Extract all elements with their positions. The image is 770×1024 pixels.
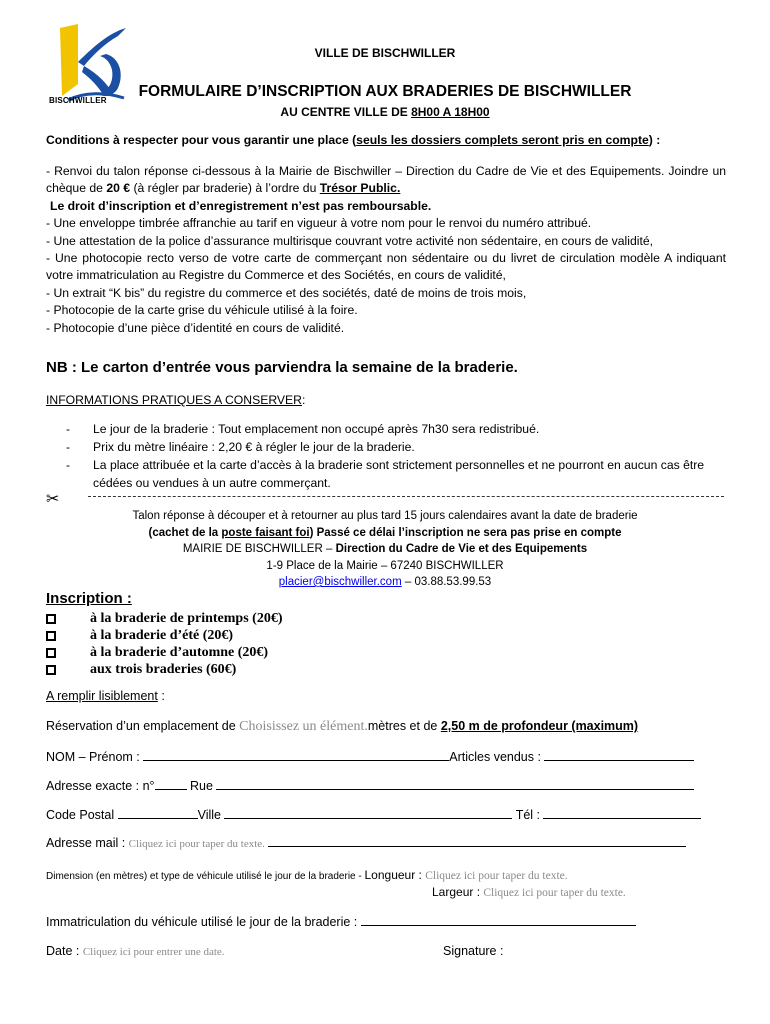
non-refundable-note: Le droit d’inscription et d’enregistrement n’est pas remboursable. — [50, 198, 432, 213]
list-item: - La place attribuée et la carte d’accès à la braderie sont strictement personnelles et ne pourront en aucun cas être cédées ou vendues à un autre commerçant. — [66, 458, 705, 490]
signature-label: Signature : — [443, 944, 504, 958]
infos-list — [66, 420, 726, 492]
city-name: VILLE DE BISCHWILLER — [314, 46, 456, 60]
checkbox-icon[interactable] — [46, 614, 56, 624]
city-field[interactable] — [224, 806, 512, 819]
condition-item: - Une attestation de la police d’assurance multirisque couvrant votre activité non sédentaire, en cours de validité, — [46, 233, 654, 248]
street-field[interactable] — [216, 777, 694, 790]
hours: 8H00 A 18H00 — [411, 105, 490, 119]
width-input[interactable]: Cliquez ici pour taper du texte. — [483, 887, 626, 899]
checkbox-icon[interactable] — [46, 665, 56, 675]
option-summer[interactable]: à la braderie d’été (20€) — [46, 627, 282, 644]
email-line — [268, 834, 686, 847]
list-item: - Le jour de la braderie : Tout emplacement non occupé après 7h30 sera redistribué. — [66, 422, 540, 436]
dimension-row: Dimension (en mètres) et type de véhicule utilisé le jour de la braderie - Longueur : Cliquez ici pour taper du texte. — [46, 868, 568, 882]
subtitle: AU CENTRE VILLE DE 8H00 A 18H00 — [280, 105, 490, 119]
condition-item: - Une enveloppe timbrée affranchie au tarif en vigueur à votre nom pour le renvoi du numéro attribué. — [46, 216, 592, 231]
condition-item: - Photocopie d’une pièce d’identité en cours de validité. — [46, 320, 345, 335]
date-input[interactable]: Cliquez ici pour entrer une date. — [82, 946, 225, 958]
talon-contact: placier@bischwiller.com – 03.88.53.99.53 — [278, 576, 492, 588]
checkbox-icon[interactable] — [46, 648, 56, 658]
talon-block — [0, 508, 770, 591]
date-row: Date : Cliquez ici pour entrer une date. — [46, 944, 225, 958]
option-spring[interactable]: à la braderie de printemps (20€) — [46, 610, 282, 627]
option-autumn[interactable]: à la braderie d’automne (20€) — [46, 644, 282, 661]
fill-legibly: A remplir lisiblement : — [46, 689, 165, 703]
phone-field[interactable] — [543, 806, 701, 819]
scissors-icon: ✂ — [46, 491, 60, 508]
checkbox-icon[interactable] — [46, 631, 56, 641]
street-number-field[interactable] — [155, 777, 187, 790]
city-row: Code Postal Ville Tél : — [46, 806, 701, 822]
cut-line — [88, 496, 724, 497]
address-row: Adresse exacte : n° Rue — [46, 777, 694, 793]
inscription-options — [46, 610, 282, 678]
registration-field[interactable] — [361, 913, 636, 926]
list-item: - Prix du mètre linéaire : 2,20 € à régler le jour de la braderie. — [66, 440, 415, 454]
name-field[interactable] — [143, 748, 449, 761]
conditions-intro: Conditions à respecter pour vous garantir une place (seuls les dossiers complets seront pris en compte) : — [46, 133, 661, 147]
nb-note: NB : Le carton d’entrée vous parviendra la semaine de la braderie. — [46, 359, 518, 376]
email-input[interactable]: Cliquez ici pour taper du texte. — [128, 838, 265, 850]
length-input[interactable]: Cliquez ici pour taper du texte. — [425, 870, 568, 882]
width-row: Largeur : Cliquez ici pour taper du texte. — [432, 885, 626, 899]
reservation-select[interactable]: Choisissez un élément. — [239, 719, 368, 734]
talon-line: (cachet de la poste faisant foi) Passé ce délai l’inscription ne sera pas prise en compte — [148, 526, 622, 539]
email-row: Adresse mail : Cliquez ici pour taper du texte. — [46, 834, 686, 850]
reservation-row: Réservation d’un emplacement de Choisissez un élément.mètres et de 2,50 m de profondeur (maximum) — [46, 719, 639, 734]
condition-item: - Renvoi du talon réponse ci-dessous à la Mairie de Bischwiller – Direction du Cadre de Vie et des Equipements. Joindre un chèque de 20 € (à régler par braderie) à l’ordre du Trésor Public. — [46, 164, 726, 196]
email-link[interactable]: placier@bischwiller.com — [278, 576, 402, 588]
condition-item: - Un extrait “K bis” du registre du commerce et des sociétés, daté de moins de trois mois, — [46, 285, 527, 300]
condition-item: - Photocopie de la carte grise du véhicule utilisé à la foire. — [46, 303, 358, 318]
talon-line: MAIRIE DE BISCHWILLER – Direction du Cadre de Vie et des Equipements — [182, 543, 588, 555]
infos-heading: INFORMATIONS PRATIQUES A CONSERVER: — [46, 393, 306, 407]
conditions-list — [46, 163, 726, 337]
name-row: NOM – Prénom : Articles vendus : — [46, 748, 694, 764]
condition-item: - Une photocopie recto verso de votre carte de commerçant non sédentaire ou du livret de circulation modèle A indiquant votre immatriculation au Registre du Commerce et des Sociétés, en cours de validité, — [46, 251, 726, 283]
registration-row: Immatriculation du véhicule utilisé le jour de la braderie : — [46, 913, 636, 929]
articles-field[interactable] — [544, 748, 694, 761]
inscription-title: Inscription : — [46, 590, 132, 607]
talon-line: 1-9 Place de la Mairie – 67240 BISCHWILLER — [266, 559, 504, 572]
logo-text: BISCHWILLER — [49, 96, 107, 105]
talon-line: Talon réponse à découper et à retourner au plus tard 15 jours calendaires avant la date de braderie — [132, 510, 638, 522]
postal-code-field[interactable] — [118, 806, 198, 819]
page-title: FORMULAIRE D’INSCRIPTION AUX BRADERIES DE BISCHWILLER — [138, 83, 632, 100]
option-all[interactable]: aux trois braderies (60€) — [46, 661, 282, 678]
